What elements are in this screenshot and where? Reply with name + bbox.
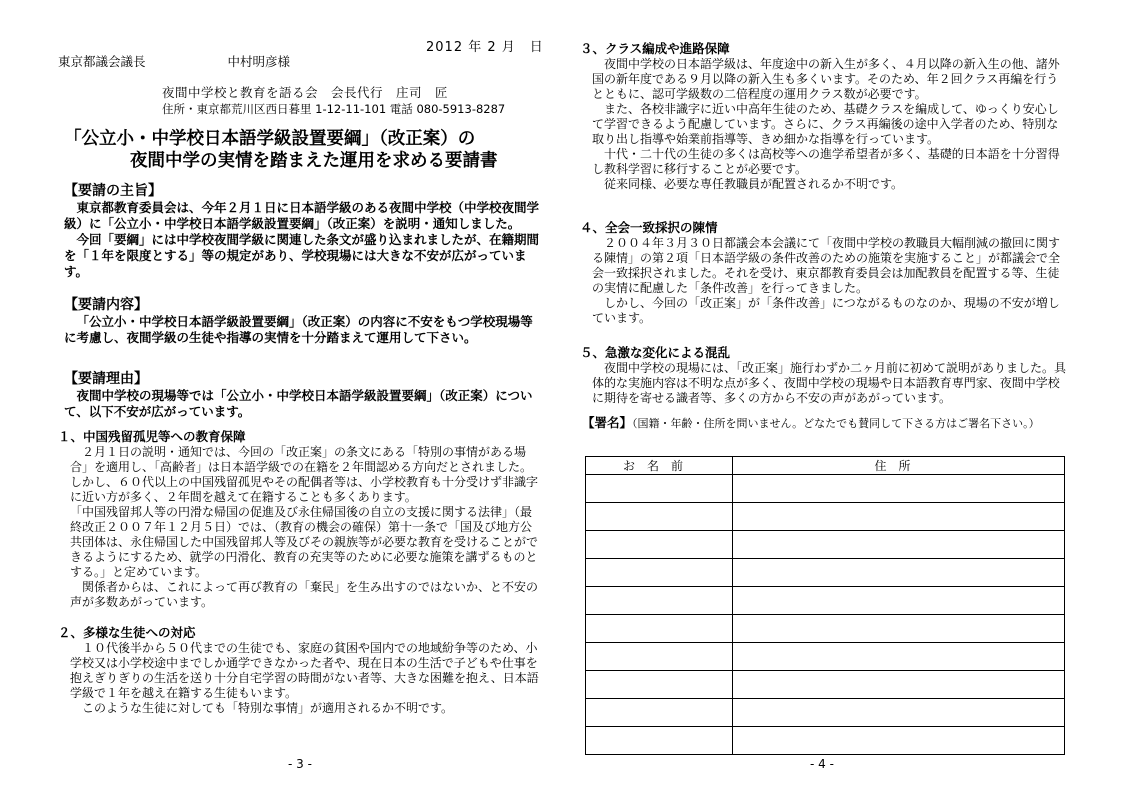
table-row <box>586 531 1065 559</box>
address-cell[interactable] <box>733 475 1065 503</box>
address-cell[interactable] <box>733 503 1065 531</box>
page-right <box>560 0 1123 794</box>
paragraph: 関係者からは、これによって再び教育の「棄民」を生み出すのではないか、と不安の声が多数あがっています。 <box>70 580 539 609</box>
name-cell[interactable] <box>586 559 733 587</box>
table-row <box>586 587 1065 615</box>
paragraph: 従来同様、必要な専任教職員が配置されるか不明です。 <box>604 177 904 191</box>
signature-table <box>585 456 1065 755</box>
section-reasons <box>64 370 542 420</box>
reason-heading: １、中国残留孤児等への教育保障 <box>58 429 246 444</box>
title-line-2: 夜間中学の実情を踏まえた運用を求める要請書 <box>130 151 498 171</box>
address-cell[interactable] <box>733 727 1065 755</box>
section-heading: 【要請の主旨】 <box>64 183 162 199</box>
paragraph: 夜間中学校の現場等では「公立小・中学校日本語学級設置要綱」（改正案）について、以下不安が広がっています。 <box>64 388 533 419</box>
paragraph: このような生徒に対しても「特別な事情」が適用されるか不明です。 <box>82 701 454 715</box>
table-row <box>586 475 1065 503</box>
table-row <box>586 503 1065 531</box>
address-cell[interactable] <box>733 643 1065 671</box>
signature-section <box>582 414 1072 431</box>
column-header-address: 住所 <box>733 457 1065 475</box>
paragraph: しかし、今回の「改正案」が「条件改善」につながるものなのか、現場の不安が増しています。 <box>592 296 1060 325</box>
name-cell[interactable] <box>586 727 733 755</box>
name-cell[interactable] <box>586 475 733 503</box>
reason-heading: ３、クラス編成や進路保障 <box>580 41 730 56</box>
name-cell[interactable] <box>586 531 733 559</box>
page-number: - 3 - <box>288 757 312 771</box>
reason-1 <box>58 428 542 610</box>
table-row <box>586 699 1065 727</box>
table-row <box>586 671 1065 699</box>
name-cell[interactable] <box>586 699 733 727</box>
reason-heading: ４、全会一致採択の陳情 <box>580 220 718 235</box>
reason-3 <box>580 40 1070 192</box>
addressee-name: 中村明彦様 <box>227 54 291 69</box>
address-cell[interactable] <box>733 587 1065 615</box>
table-row <box>586 727 1065 755</box>
section-request <box>64 296 542 346</box>
section-heading: 【要請理由】 <box>64 371 148 387</box>
document-title <box>64 128 498 172</box>
paragraph: 東京都教育委員会は、今年２月１日に日本語学級のある夜間中学校（中学校夜間学級）に「公立小・中学校日本語学級設置要綱」（改正案）を説明・通知しました。 <box>64 200 540 231</box>
column-header-name: お名前 <box>586 457 733 475</box>
signature-heading: 【署名】 <box>582 415 633 430</box>
address-cell[interactable] <box>733 559 1065 587</box>
date: 2012 年 2 月 日 <box>426 40 544 55</box>
table-row <box>586 559 1065 587</box>
reason-heading: ５、急激な変化による混乱 <box>580 345 731 360</box>
name-cell[interactable] <box>586 503 733 531</box>
name-cell[interactable] <box>586 615 733 643</box>
paragraph: １０代後半から５０代までの生徒でも、家庭の貧困や国内での地域紛争等のため、小学校又は小学校途中までしか通学できなかった者や、現在日本の生活で子どもや仕事を抱えぎりぎりの生活を送り十分自宅学習の時間がない者等、大きな困難を抱え、日本語学級で１年を越え在籍する生徒もいます。 <box>70 641 539 700</box>
reason-5 <box>580 344 1070 406</box>
address-cell[interactable] <box>733 531 1065 559</box>
paragraph: ２月１日の説明・通知では、今回の「改正案」の条文にある「特別の事情がある場合」を適用し、「高齢者」は日本語学級での在籍を２年間認める方向だとされました。しかし、６０代以上の中国残留孤児やその配偶者等は、小学校教育も十分受けず非識字に近い方が多く、２年間を越えて在籍することも多くあります。 <box>70 445 539 504</box>
paragraph: 「中国残留邦人等の円滑な帰国の促進及び永住帰国後の自立の支援に関する法律」（最終改正２００７年１２月５日）では、（教育の機会の確保）第十一条で「国及び地方公共団体は、永住帰国した中国残留邦人等及びその親族等が必要な教育を受けることができるようにするため、就学の円滑化、教育の充実等のために必要な施策を講ずるものとする。」と定めています。 <box>70 505 539 579</box>
paragraph: ２００４年３月３０日都議会本会議にて「夜間中学校の教職員大幅削減の撤回に関する陳情」の第２項「日本語学級の条件改善のための施策を実施すること」が都議会で全会一致採択されました。それを受け、東京都教育委員会は加配教員を配置する等、生徒の実情に配慮した「条件改善」を行ってきました。 <box>592 236 1061 295</box>
page-number: - 4 - <box>810 757 834 771</box>
name-cell[interactable] <box>586 643 733 671</box>
name-cell[interactable] <box>586 671 733 699</box>
page-left <box>0 0 560 794</box>
name-cell[interactable] <box>586 587 733 615</box>
paragraph: 夜間中学校の日本語学級は、年度途中の新入生が多く、４月以降の新入生の他、諸外国の新年度である９月以降の新入生も多くいます。そのため、年２回クラス再編を行うとともに、認可学級数の二倍程度の運用クラス数が必要です。 <box>592 57 1060 101</box>
sender: 夜間中学校と教育を語る会 会長代行 庄司 匠 <box>162 85 449 100</box>
addressee <box>58 52 290 70</box>
paragraph: 今回「要綱」には中学校夜間学級に関連した条文が盛り込まれましたが、在籍期間を「１年を限度とする」等の規定があり、学校現場には大きな不安が広がっています。 <box>64 232 540 279</box>
section-heading: 【要請内容】 <box>64 297 148 313</box>
paragraph: 夜間中学校の現場には、「改正案」施行わずか二ヶ月前に初めて説明がありました。具体的な実施内容は不明な点が多く、夜間中学校の現場や日本語教育専門家、夜間中学校に期待を寄せる識者等、多くの方から不安の声があがっています。 <box>592 361 1067 405</box>
table-header-row <box>586 457 1065 475</box>
address-cell[interactable] <box>733 671 1065 699</box>
table-row <box>586 643 1065 671</box>
reason-4 <box>580 219 1070 326</box>
reason-2 <box>58 624 542 716</box>
sender-address: 住所・東京都荒川区西日暮里 1-12-11-101 電話 080-5913-8287 <box>162 102 506 116</box>
addressee-title: 東京都議会議長 <box>58 54 146 69</box>
reason-heading: ２、多様な生徒への対応 <box>58 625 196 640</box>
address-cell[interactable] <box>733 699 1065 727</box>
paragraph: 十代・二十代の生徒の多くは高校等への進学希望者が多く、基礎的日本語を十分習得し教科学習に移行することが必要です。 <box>592 147 1060 176</box>
section-purpose <box>64 182 542 280</box>
table-row <box>586 615 1065 643</box>
title-line-1: 「公立小・中学校日本語学級設置要綱」（改正案）の <box>64 129 476 149</box>
paragraph: 「公立小・中学校日本語学級設置要綱」（改正案）の内容に不安をもつ学校現場等に考慮し、夜間学級の生徒や指導の実情を十分踏まえて運用して下さい。 <box>64 314 533 345</box>
address-cell[interactable] <box>733 615 1065 643</box>
signature-note: （国籍・年齢・住所を問いません。どなたでも賛同して下さる方はご署名下さい。） <box>632 417 1040 430</box>
paragraph: また、各校非識字に近い中高年生徒のため、基礎クラスを編成して、ゆっくり安心して学習できるよう配慮しています。さらに、クラス再編後の途中入学者のため、特別な取り出し指導や始業前指導等、きめ細かな指導を行っています。 <box>592 102 1059 146</box>
